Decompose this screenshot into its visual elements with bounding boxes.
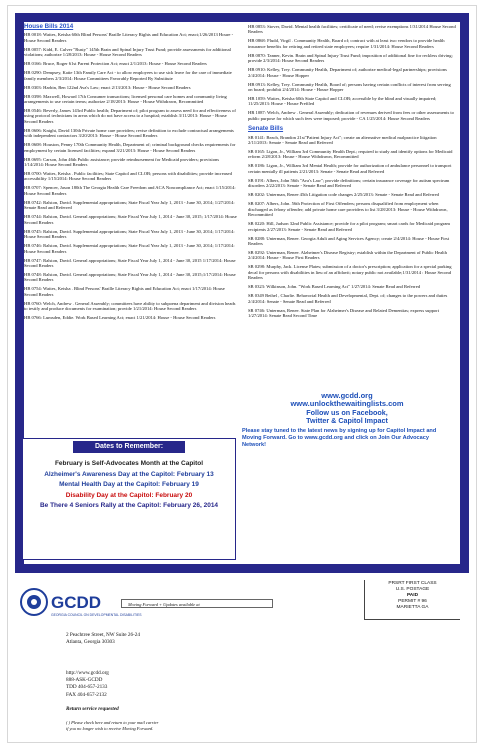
house-bills-title[interactable]: House Bills 2014 [24,23,74,30]
website-link[interactable]: http://www.gcdd.org [66,670,109,676]
house-bill-entry: HB 0742: Ralston, David. Supplemental appropriations; State Fiscal Year July 1, 2013 - June 30, 2014; 1/27/2014: Senate Read and Referred [24,199,235,211]
house-bill-entry: HB 1059: Waites, Keisha 60th State Capitol and CLOB; accessible by the blind and visually impaired; 11/25/2013: House - House Prefiled [248,96,437,107]
house-bill-entry: HB 0868: Fludd, Virgil . Community Health, Board of; contract with at least two vendors to provide health insurance benefits for retiring and retired state employees; require 1/31/2014: House Second Readers [248,38,445,49]
mailing-address [66,632,140,646]
logo-subtitle: GEORGIA COUNCIL ON DEVELOPMENTAL DISABILITIES [51,613,142,617]
senate-bill-entry: SB 0292: Unterman, Renee. Alzheimer's Disease Registry; establish within the Department of Public Health 2/4/2014: House - House First Readers [248,249,447,261]
return-service-note: Return service requested [66,706,119,712]
promo-block [240,392,454,426]
house-bill-entry: HB 0870: Tanner, Kevin. Brain and Spinal Injury Trust Fund; imposition of additional fine for reckless driving; provide 2/3/2014: House Second Readers [248,52,453,64]
house-bill-entry: HB 0754: Waites, Keisha . Blind Persons' Braille Literacy Rights and Education Act; enact 1/17/2014: House Second Readers [24,286,225,297]
house-bill-entry: HB 0760: Welch, Andrew . General Assembly; committees have ability to subpoena department and division heads to testify and produce documents for examination; provide 1/21/2014: House Second Readers [24,300,236,312]
advocacy-note: Please stay tuned to the latest news by signing up for Capitol Impact and Moving Forward. Go to www.gcdd.org and click on Join Our Advocacy Network! [242,428,437,449]
senate-bill-entry: SB 0141: Beach, Brandon 21st"Patient Injury Act"; create an alternative medical malpractice litigation 2/11/2013: Senate - Senate Read and Referred [248,134,437,146]
dates-to-remember-box [22,438,236,560]
phone-number: 888-ASK-GCDD [66,677,103,684]
dates-heading: Dates to Remember: [73,441,185,453]
address-line-2: Atlanta, Georgia 30303 [66,639,115,646]
date-line-5: Be There 4 Seniors Rally at the Capitol: February 26, 2014 [39,502,219,510]
house-bill-entry: HB 0018: Waites, Keisha 60th Blind Persons' Braille Literacy Rights and Education Act; enact;1/26/2013 Houre - House Second Readers [24,32,234,43]
house-bills-continued-list [248,24,456,121]
postage-line-2: U.S. POSTAGE [395,587,430,592]
senate-bill-entry: SB 0207: Albers, John. 56th Protection of First Offenders; persons disqualified from employment when discharged as felony offender; add private home care providers to list 3/28/2013: House - House Withdrawn, Recommitted [248,201,448,218]
opt-out-line-1: ( ) Please check here and return to your mail carrier [66,720,159,725]
house-bill-entry: HB 0166: Bruce, Roger 61st Parent Protection Act; enact 2/1/2013: House - House Second Readers [24,61,207,67]
house-bill-entry: HB 0913: Kelley, Trey. Community Health, Board of; persons having certain conflicts of interest from serving on board; prohibit 2/4/2014: House - House Hopper [248,81,451,93]
right-column [248,24,456,322]
senate-bill-entry: SB 0288: Unterman, Renee. Georgia Adult and Aging Services Agency; create 2/4/2014: House - House First Readers [248,235,450,246]
house-bill-entry: HB 0608: Houston, Penny 170th Community Health, Department of; criminal background checks requirements for employment by certain licensed facilities; expand 3/21/2013: House - House Second Readers [24,142,236,153]
house-bill-entry: HB 0747: Ralston, David. General appropriations; State Fiscal Year July 1, 2014 - June 30, 2015 1/17/2014: House Second Readers [24,257,236,268]
house-bill-entry: HB 0707: Spencer, Jason 180th The Georgia Health Care Freedom and ACA Noncompliance Act; enact 1/15/2014: House Second Readers [24,185,236,196]
house-bill-entry: HB 0853: Stover, David. Mental health facilities; certificate of need; revise exemptions 1/31/2014 House Second Readers [248,24,456,35]
senate-bill-entry: SB 0186: Ligon, Jr., William 3rd Mental Health; provide for authorization of ambulance personnel to transport certain mentally ill patients 2/21/2013: Senate - Senate Read and Referred [248,163,452,174]
postage-line-5: MARIETTA GA [396,605,429,610]
address-line-1: 2 Peachtree Street, NW Suite 26-24 [66,632,140,638]
house-bills-list [24,32,237,320]
gcdd-logo [18,586,142,622]
postage-line-4: PERMIT # 96 [398,599,427,604]
house-bill-entry: HB 0546: Beverly, James 143rd Public health; Department of; pilot program to assess need for and effectiveness of using protocol technicians in areas which do not have access to a hospital; establish 3/11/2013: House - House Second Readers [24,108,236,124]
date-line-1: February is Self-Advocates Month at the Capitol [54,460,204,467]
opt-out-line-2: if you no longer wish to receive Moving Forward. [66,726,154,732]
mailer-panel [16,580,466,736]
house-bill-entry: HB 0744: Ralston, David. General appropriations; State Fiscal Year July 1, 2014 - June 30, 2015; 1/17/2014: House Second Readers [24,214,237,225]
postage-line-1: PRSRT FIRST CLASS [388,581,437,586]
senate-bill-entry: SB 0220: Hill, Judson 32nd Public Assistance; provide for a pilot program; smart cards for Medicaid program recipients 2/27/2013: Senate - Senate Read and Referred [248,221,450,232]
moving-forward-label: Moving Forward + Updates available at [121,599,273,608]
newsletter-page [8,6,476,742]
house-bill-entry: HB 0910: Kelley, Trey. Community Health, Department of; authorize medical-legal partnerships; provisions 2/4/2014: House - House Hopper [248,67,447,78]
senate-bill-entry: SB 0165: Ligon, Jr., William 3rd Community Health Dept.; required to study and identify options for Medicaid reform 2/28/2013: House - House Withdrawn, Recommitted [248,149,453,160]
senate-bills-title[interactable]: Senate Bills [248,125,284,133]
opt-out-note [66,720,158,732]
house-bill-entry: HB 0290: Dempsey, Katie 13th Family Care Act - to allow employees to use sick leave for the care of immediate family members 2/3/2014: House Committees Favorably Reported By Substitute [24,70,232,81]
senate-bill-entry: SR 0746: Unterman, Renee. State Plan for Alzheimer's Disease and Related Dementias; express support 1/27/2014: Senate Read Second Time [248,307,440,318]
house-bill-entry: HB 0057: Kidd, E. Culver "Rusty" 145th Brain and Spinal Injury Trust Fund; provide assessments for additional violations; authorize 1/28/2013: House - House Second Readers [24,46,231,58]
date-line-2: Alzheimer's Awareness Day at the Capitol: February 13 [44,470,214,478]
senate-bill-entry: SB 0191: Albers, John 56th "Ava's Law"; provide definitions; certain insurance coverage for autism spectrum disorders 2/22/2013: Senate - Senate Read and Referred [248,177,450,189]
gcdd-url[interactable]: www.gcdd.org [321,391,373,400]
tdd-number: TDD 404-657-2133 [66,684,108,691]
date-line-3: Mental Health Day at the Capitol: February 19 [59,481,199,489]
contact-info [66,670,109,699]
senate-bills-list [248,135,456,319]
senate-bill-entry: SB 0323: Wilkinson, John. "Work Based Learning Act" 1/27/2014: Senate Read and Referred [248,284,421,290]
house-bill-entry: HB 0398: Maxwell, Howard 17th Consumer transactions; licensed personal care homes and community living arrangements to use certain terms; authorize 2/18/2013: House - House Withdrawn, Recommitted [24,93,227,105]
gcdd-logo-icon [18,586,142,622]
date-line-4: Disability Day at the Capitol: February 20 [65,491,193,499]
house-bill-entry: HB 0695: Carson, John 46th Public assistance; provide reimbursement for Medicaid providers; provisions 1/14/2014: House Second Readers [24,156,220,168]
senate-bill-entry: SB 0202: Unterman, Renee 45th Litigation code changes 2/25/2013: Senate - Senate Read and Referred [248,192,439,198]
house-bill-entry: HB 0303: Harbin, Ben 122nd Ava's Law; enact 2/13/2013: House - House Second Readers [24,84,191,90]
house-bill-entry: HR 1087: Welch, Andrew . General Assembly; dedication of revenues derived from fees or other assessments to public purpose for which such fees were imposed; provide - CA 1/25/2014: House Second Readers [248,110,454,121]
house-bill-entry: HB 0766: Lumsden, Eddie. Work Based Learning Act; enact 1/21/2014: House - House Second Readers [24,315,216,321]
postage-line-3: PAID [406,593,419,598]
unlock-url[interactable]: www.unlockthewaitinglists.com [290,399,404,409]
house-bill-entry: HB 0746: Ralston, David. Supplemental appropriations; State Fiscal Year July 1, 2013 - June 30, 2014; 1/17/2014: House Second Readers [24,243,235,254]
house-bill-entry: HB 0748: Ralston, David. General appropriations; State Fiscal Year July 1, 2014 - June 30, 2015;1/17/2014: House Second Readers [24,271,236,283]
postage-indicia [364,580,460,620]
house-bill-entry: HB 0745: Ralston, David. Supplemental appropriations; State Fiscal Year July 1, 2013 - June 30, 2014; 1/17/2014: House Second Readers [24,228,235,240]
senate-bill-entry: SB 0298: Murphy, Jack. License Plates; submission of a doctor's prescription; application for a special parking decal for persons with disabilities in lieu of an affidavit; notary public not available;1/31/2014 : House Second Readers [248,264,452,281]
follow-text: Follow us on Facebook, [306,407,388,417]
senate-bill-entry: SB 0349 Bethel , Charlie. Behavorial Health and Developmental, Dept. of; changes to the powers and duties 2/4/2014: Senate - Senate Read and Referred [248,293,448,304]
house-bills-column [24,24,237,324]
fax-number: FAX 404-657-2132 [66,691,107,698]
house-bill-entry: HB 0606: Knight, David 130th Private home care providers; revise definition to exclude contractual arrangements with independent contractors 3/20/2013: House - House Second Readers [24,127,234,139]
logo-text: GCDD [51,593,102,612]
twitter-text: Twitter & Capitol Impact [306,416,388,426]
house-bill-entry: HB 0700: Waites, Keisha . Public facilities; State Capitol and CLOB; persons with disabilities; provide increased accessibility 1/15/2014: House Second Readers [24,171,232,182]
